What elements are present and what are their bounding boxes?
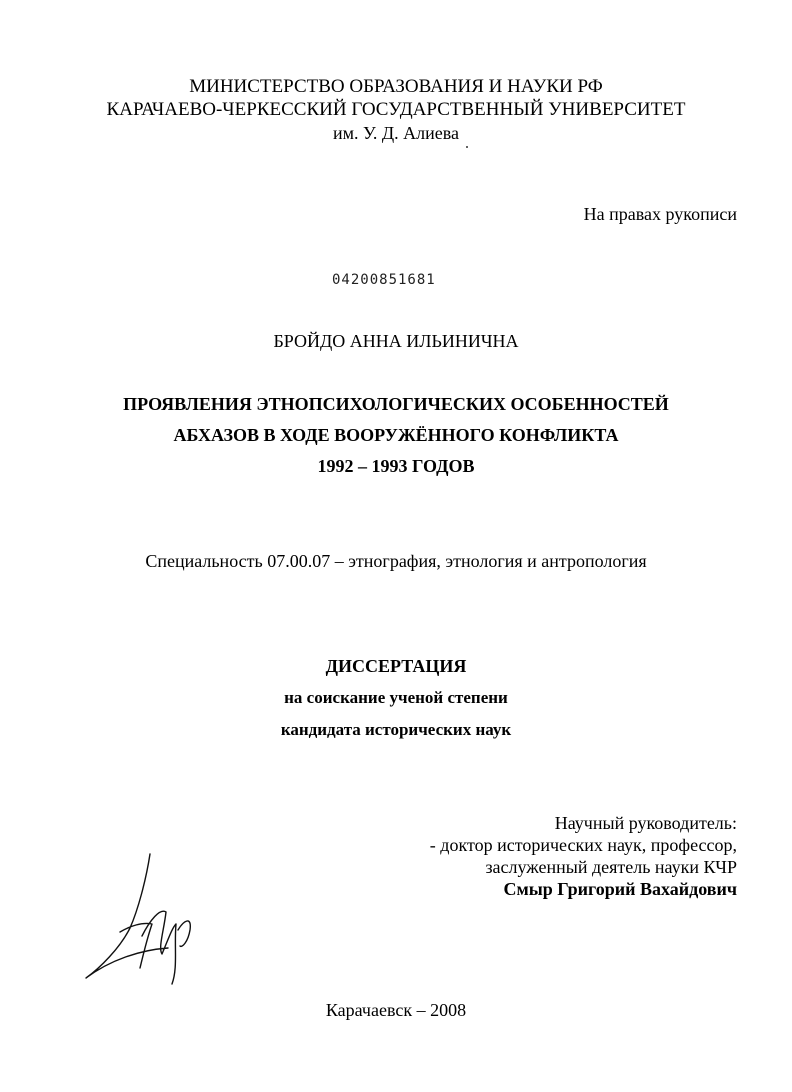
author-name: БРОЙДО АННА ИЛЬИНИЧНА: [273, 331, 519, 351]
university-name: КАРАЧАЕВО-ЧЕРКЕССКИЙ ГОСУДАРСТВЕННЫЙ УНИВЕРСИТЕТ: [106, 99, 686, 120]
supervisor-label: Научный руководитель:: [554, 813, 737, 833]
manuscript-rights: На правах рукописи: [583, 204, 737, 224]
registration-number: 04200851681: [332, 272, 436, 288]
ministry-name: МИНИСТЕРСТВО ОБРАЗОВАНИЯ И НАУКИ РФ: [189, 76, 603, 97]
scan-speck: [466, 146, 468, 148]
city-year: Карачаевск – 2008: [325, 1000, 467, 1020]
supervisor-degree: - доктор исторических наук, профессор,: [429, 835, 737, 855]
dissertation-field-line: кандидата исторических наук: [280, 720, 512, 739]
title-line-1: ПРОЯВЛЕНИЯ ЭТНОПСИХОЛОГИЧЕСКИХ ОСОБЕННОСТЕЙ: [123, 394, 669, 414]
supervisor-honor: заслуженный деятель науки КЧР: [485, 857, 737, 877]
supervisor-name: Смыр Григорий Вахайдович: [503, 879, 737, 899]
title-line-2: АБХАЗОВ В ХОДЕ ВООРУЖЁННОГО КОНФЛИКТА: [173, 425, 619, 445]
dissertation-degree-line: на соискание ученой степени: [284, 688, 508, 707]
dissertation-heading: ДИССЕРТАЦИЯ: [325, 656, 467, 676]
specialty: Специальность 07.00.07 – этнография, этнология и антропология: [145, 551, 647, 571]
university-named-after: им. У. Д. Алиева: [333, 123, 459, 143]
handwritten-signature-icon: [80, 850, 210, 990]
title-line-3: 1992 – 1993 ГОДОВ: [317, 456, 475, 476]
